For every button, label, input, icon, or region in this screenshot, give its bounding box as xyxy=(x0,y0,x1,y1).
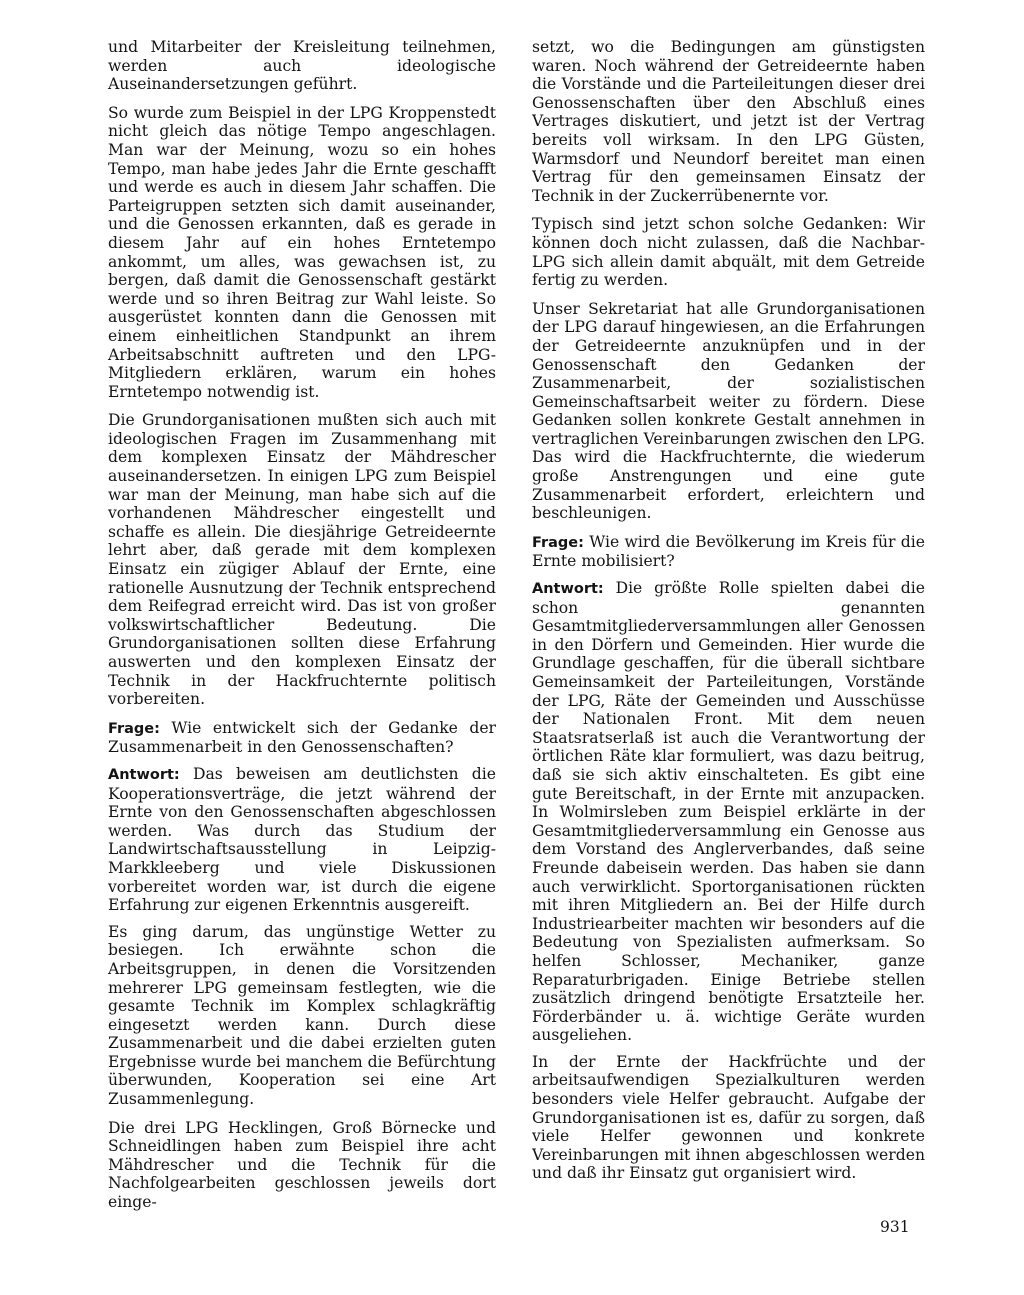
answer-block xyxy=(532,579,925,1045)
paragraph: und Mitarbeiter der Kreisleitung teilnehmen, werden auch ideologische Auseinandersetzungen geführt. xyxy=(108,38,496,94)
page-number: 931 xyxy=(880,1218,910,1236)
paragraph: So wurde zum Beispiel in der LPG Kroppenstedt nicht gleich das nötige Tempo angeschlagen. Man war der Meinung, wozu so ein hohes Tempo, man habe jedes Jahr die Ernte geschafft und werde es auch in diesem Jahr schaffen. Die Parteigruppen setzten sich damit auseinander, und die Genossen erkannten, daß es gerade in diesem Jahr auf ein hohes Erntetempo ankommt, um alles, was gewachsen ist, zu bergen, daß damit die Genossenschaft gestärkt werde und so ihren Beitrag zur Wahl leiste. So ausgerüstet konnten dann die Genossen mit einem einheitlichen Standpunkt an ihrem Arbeitsabschnitt auftreten und den LPG-Mitgliedern erklären, warum ein hohes Erntetempo notwendig ist. xyxy=(108,103,496,401)
answer-label: Antwort: xyxy=(532,581,604,598)
question-text: Wie wird die Bevölkerung im Kreis für die Ernte mobilisiert? xyxy=(532,532,925,571)
paragraph: Die drei LPG Hecklingen, Groß Börnecke und Schneidlingen haben zum Beispiel ihre acht Mähdrescher und die Technik für die Nachfolgearbeiten geschlossen jeweils dort einge- xyxy=(108,1118,496,1212)
paragraph: Typisch sind jetzt schon solche Gedanken: Wir können doch nicht zulassen, daß die Nachbar-LPG sich allein damit abquält, mit dem Getreide fertig zu werden. xyxy=(532,215,925,290)
answer-block xyxy=(108,765,496,915)
paragraph: Es ging darum, das ungünstige Wetter zu besiegen. Ich erwähnte schon die Arbeitsgruppen, in denen die Vorsitzenden mehrerer LPG gemeinsam festlegten, wie die gesamte Technik im Komplex schlagkräftig eingesetzt werden kann. Durch diese Zusammenarbeit und die dabei erzielten guten Ergebnisse wurde bei manchem die Befürchtung überwunden, Kooperation sei eine Art Zusammenlegung. xyxy=(108,922,496,1109)
right-column xyxy=(532,38,925,1193)
question-block xyxy=(108,719,496,757)
paragraph: setzt, wo die Bedingungen am günstigsten waren. Noch während der Getreideernte haben die Vorstände und die Parteileitungen dieser drei Genossenschaften über den Abschluß eines Vertrages diskutiert, und jetzt ist der Vertrag bereits voll wirksam. In den LPG Güsten, Warmsdorf und Neundorf bereitet man einen Vertrag für den gemeinsamen Einsatz der Technik in der Zuckerrübenernte vor. xyxy=(532,38,925,205)
paragraph: In der Ernte der Hackfrüchte und der arbeitsaufwendigen Spezialkulturen werden besonders viele Helfer gebraucht. Aufgabe der Grundorganisationen ist es, dafür zu sorgen, daß viele Helfer gewonnen und konkrete Vereinbarungen mit ihnen abgeschlossen werden und daß ihr Einsatz gut organisiert wird. xyxy=(532,1052,925,1183)
paragraph: Unser Sekretariat hat alle Grundorganisationen der LPG darauf hingewiesen, an die Erfahrungen der Getreideernte anzuknüpfen und in der Genossenschaft den Gedanken der Zusammenarbeit, der sozialistischen Gemeinschaftsarbeit weiter zu fördern. Diese Gedanken sollen konkrete Gestalt annehmen in vertraglichen Vereinbarungen zwischen den LPG. Das wird die Hackfruchternte, die wiederum große Anstrengungen und eine gute Zusammenarbeit erfordert, erleichtern und beschleunigen. xyxy=(532,299,925,523)
question-text: Wie entwickelt sich der Gedanke der Zusammenarbeit in den Genossenschaften? xyxy=(108,718,496,757)
answer-text: Die größte Rolle spielten dabei die schon genannten Gesamtmitgliederversammlungen aller Genossen in den Dörfern und Gemeinden. Hier wurde die Grundlage geschaffen, für die überall sichtbare Gemeinsamkeit der Parteileitungen, Vorstände der LPG, Räte der Gemeinden und Ausschüsse der Nationalen Front. Mit dem neuen Staatsratserlaß ist auch die Verantwortung der örtlichen Räte klar formuliert, was dazu beitrug, daß sie sich aktiv einschalteten. Es gibt eine gute Bereitschaft, in der Ernte mit anzupacken. In Wolmirsleben zum Beispiel erklärte in der Gesamtmitgliederversammlung ein Genosse aus dem Vorstand des Anglerverbandes, daß seine Freunde dabeisein werden. Das haben sie dann auch verwirklicht. Sportorganisationen rückten mit ihren Mitgliedern an. Bei der Hilfe durch Industriearbeiter machten wir besonders auf die Bedeutung von Spezialisten aufmerksam. So helfen Schlosser, Mechaniker, ganze Reparaturbrigaden. Einige Betriebe stellen zusätzlich dringend benötigte Ersatzteile her. Förderbänder u. ä. wichtige Geräte wurden ausgeliehen. xyxy=(532,579,925,1045)
question-block xyxy=(532,533,925,571)
answer-label: Antwort: xyxy=(108,766,180,783)
left-column xyxy=(108,38,496,1222)
answer-text: Das beweisen am deutlichsten die Kooperationsverträge, die jetzt während der Ernte von den Genossenschaften abgeschlossen werden. Was durch das Studium der Landwirtschaftsausstellung in Leipzig-Markkleeberg und viele Diskussionen vorbereitet worden war, ist durch die eigene Erfahrung zur eigenen Erkenntnis ausgereift. xyxy=(108,764,496,915)
question-label: Frage: xyxy=(108,720,160,737)
paragraph: Die Grundorganisationen mußten sich auch mit ideologischen Fragen im Zusammenhang mit dem komplexen Einsatz der Mähdrescher auseinandersetzen. In einigen LPG zum Beispiel war man der Meinung, man habe sich auf die vorhandenen Mähdrescher eingestellt und schaffe es allein. Die diesjährige Getreideernte lehrt aber, daß gerade mit dem komplexen Einsatz ein zügiger Ablauf der Ernte, eine rationelle Ausnutzung der Technik entsprechend dem Reifegrad erreicht wird. Das ist von großer volkswirtschaftlicher Bedeutung. Die Grundorganisationen sollten diese Erfahrung auswerten und den komplexen Einsatz der Technik in der Hackfruchternte politisch vorbereiten. xyxy=(108,411,496,709)
question-label: Frage: xyxy=(532,534,584,551)
